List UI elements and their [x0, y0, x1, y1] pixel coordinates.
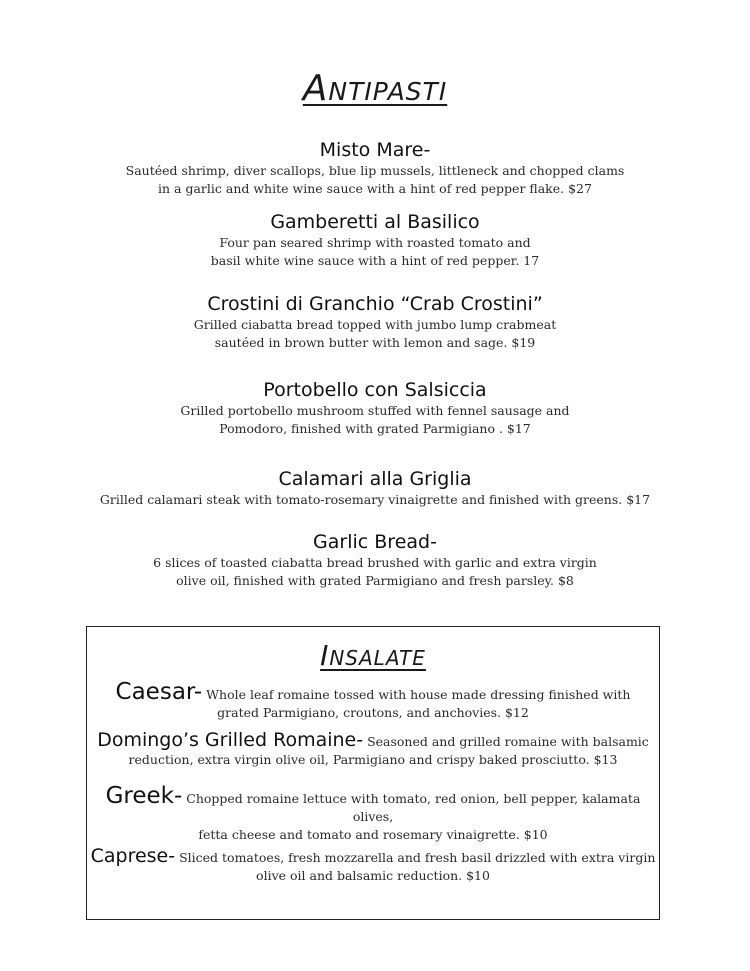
item-description: fetta cheese and tomato and rosemary vinaigrette. $10 [198, 827, 548, 842]
item-name: Crostini di Granchio “Crab Crostini” [207, 293, 543, 315]
menu-item-gamberetti [0, 210, 750, 270]
menu-item-misto-mare [0, 138, 750, 198]
insalate-heading: Insalate [320, 639, 426, 672]
item-name: Greek- [105, 783, 183, 809]
antipasti-heading: Antipasti [302, 68, 448, 109]
item-description: Grilled portobello mushroom stuffed with fennel sausage and [180, 403, 570, 418]
item-description: 6 slices of toasted ciabatta bread brushed with garlic and extra virgin [153, 555, 597, 570]
item-name: Domingo’s Grilled Romaine- [97, 729, 364, 751]
item-name: Garlic Bread- [313, 531, 437, 553]
item-description: Sliced tomatoes, fresh mozzarella and fresh basil drizzled with extra virgin [175, 850, 656, 865]
item-description: Chopped romaine lettuce with tomato, red onion, bell pepper, kalamata olives, [182, 791, 641, 824]
menu-item-garlic-bread [0, 530, 750, 590]
item-description: Sautéed shrimp, diver scallops, blue lip mussels, littleneck and chopped clams [125, 163, 625, 178]
salad-item-caprese [87, 847, 659, 885]
item-description: Whole leaf romaine tossed with house made dressing finished with [202, 687, 631, 702]
item-description: Seasoned and grilled romaine with balsamic [363, 734, 649, 749]
item-description: Pomodoro, finished with grated Parmigiano . $17 [219, 421, 531, 436]
item-description: Grilled ciabatta bread topped with jumbo lump crabmeat [193, 317, 557, 332]
item-name: Misto Mare- [319, 139, 431, 161]
item-description: grated Parmigiano, croutons, and anchovies. $12 [217, 705, 529, 720]
item-name: Caesar- [115, 679, 203, 705]
salad-item-caesar [87, 679, 659, 722]
item-description: olive oil, finished with grated Parmigiano and fresh parsley. $8 [176, 573, 574, 588]
item-name: Gamberetti al Basilico [270, 211, 480, 233]
item-name: Portobello con Salsiccia [263, 379, 487, 401]
menu-item-portobello [0, 378, 750, 438]
item-name: Caprese- [90, 845, 176, 867]
menu-item-calamari [0, 467, 750, 509]
salad-item-grilled-romaine [87, 731, 659, 769]
salad-item-greek [87, 783, 659, 844]
item-description: in a garlic and white wine sauce with a hint of red pepper flake. $27 [158, 181, 592, 196]
item-description: sautéed in brown butter with lemon and sage. $19 [214, 335, 536, 350]
item-description: basil white wine sauce with a hint of red pepper. 17 [210, 253, 540, 268]
item-description: Four pan seared shrimp with roasted tomato and [219, 235, 531, 250]
item-description: reduction, extra virgin olive oil, Parmigiano and crispy baked prosciutto. $13 [128, 752, 618, 767]
menu-item-crostini [0, 292, 750, 352]
insalate-box [86, 626, 660, 920]
item-description: Grilled calamari steak with tomato-rosemary vinaigrette and finished with greens. $17 [99, 492, 651, 507]
item-description: olive oil and balsamic reduction. $10 [256, 868, 490, 883]
item-name: Calamari alla Griglia [278, 468, 472, 490]
